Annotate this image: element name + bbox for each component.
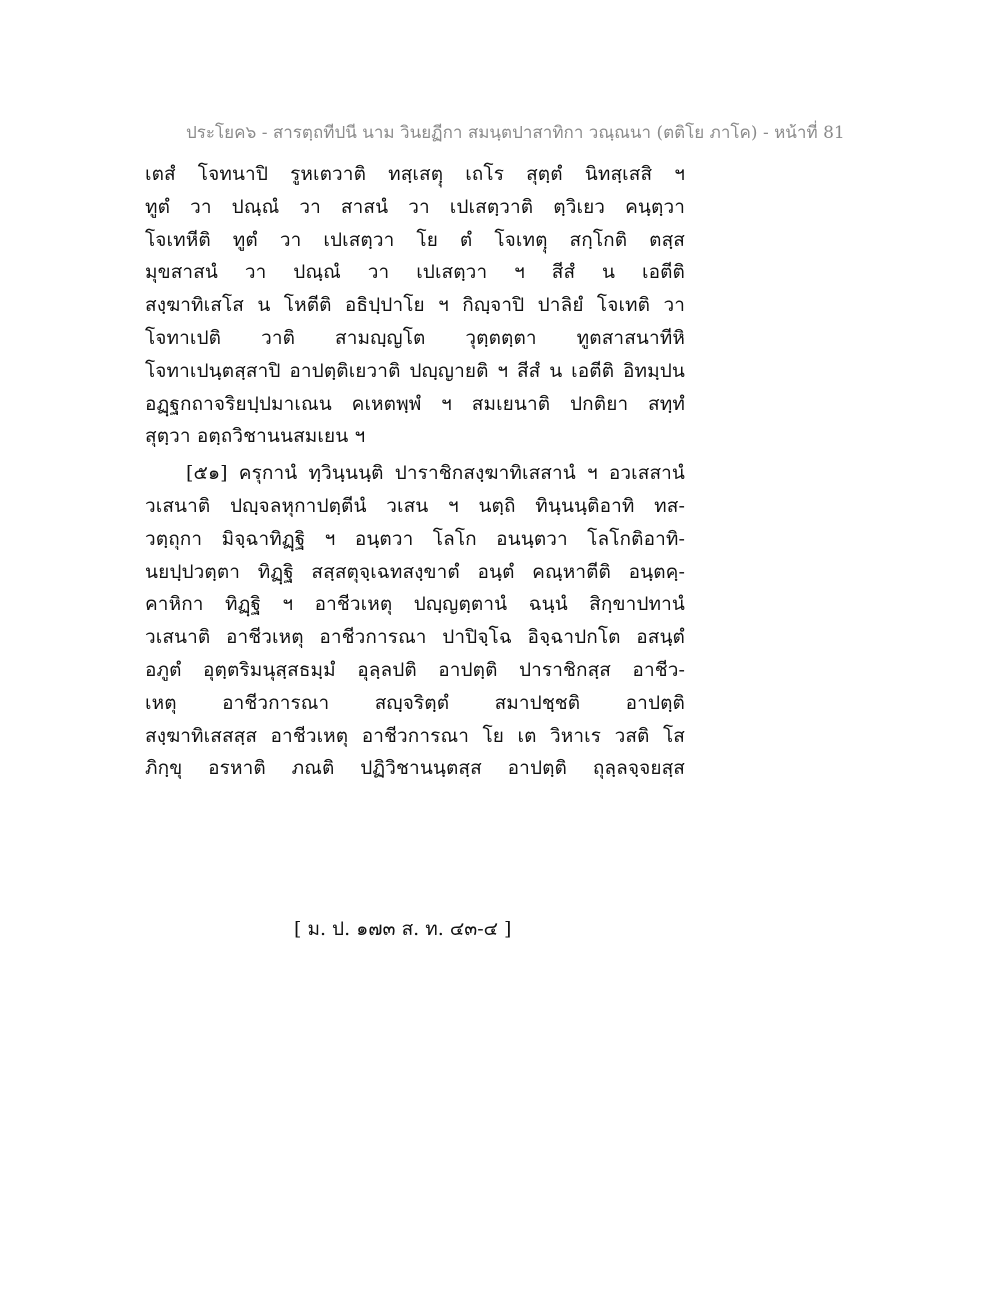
text-line: สงฺฆาทิเสโส น โหตีติ อธิปฺปาโย ฯ กิญฺจาปิ ปาลิยํ โจเทติ วา	[145, 294, 685, 317]
text-line: สงฺฆาทิเสสสฺส อาชีวเหตุ อาชีวการณา โย เต วิหาเร วสติ โส	[145, 724, 685, 747]
text-line: คาหิกา ทิฏฺฐิ ฯ อาชีวเหตุ ปญฺญตฺตานํ ฉนฺนํ สิกฺขาปทานํ	[145, 593, 685, 616]
text-line: โจทาเปนฺตสฺสาปิ อาปตฺติเยวาติ ปญฺญายติ ฯ สีสํ น เอตีติ อิทมฺปน	[145, 359, 685, 382]
text-line: โจเทหีติ ทูตํ วา เปเสตฺวา โย ตํ โจเทตฺุ สกฺโกติ ตสฺส	[145, 228, 685, 251]
body-text	[145, 158, 685, 785]
text-line: นยปฺปวตฺตา ทิฏฺฐิ สสฺสตุจฺเฉทสงฺขาตํ อนฺตํ คณฺหาตีติ อนฺตคฺ-	[145, 560, 685, 583]
text-line: วเสนาติ อาชีวเหตุ อาชีวการณา ปาปิจฺโฉ อิจฺฉาปกโต อสนฺตํ	[145, 626, 685, 649]
page-reference: [ ม. ป. ๑๗๓ ส. ท. ๔๓-๔ ]	[294, 918, 512, 940]
text-line: สุตฺวา อตฺถวิชานนสมเยน ฯ	[145, 425, 366, 448]
text-line: โจทาเปติ วาติ สามญฺญโต วุตฺตตฺตา ทูตสาสนาทีหิ	[145, 326, 685, 349]
paragraph-2	[145, 457, 685, 785]
text-line: ทูตํ วา ปณฺณํ วา สาสนํ วา เปเสตฺวาติ ตฺวิเยว คนฺตฺวา	[145, 195, 685, 218]
text-line: อภูตํ อุตฺตริมนุสฺสธมฺมํ อุลฺลปติ อาปตฺติ ปาราชิกสฺส อาชีว-	[145, 658, 685, 681]
text-line: ภิกฺขุ อรหาติ ภณติ ปฏิวิชานนฺตสฺส อาปตฺติ ถุลฺลจฺจยสฺส	[145, 757, 685, 780]
text-line: [๕๑] ครุกานํ ทฺวินฺนนฺติ ปาราชิกสงฺฆาทิเสสานํ ฯ อวเสสานํ	[186, 462, 685, 485]
text-line: เตสํ โจทนาปิ รูหเตวาติ ทสฺเสตฺุ เถโร สุตฺตํ นิทสฺเสสิ ฯ	[145, 163, 685, 185]
text-line: วตฺถุกา มิจฺฉาทิฏฺฐิ ฯ อนฺตวา โลโก อนนฺตวา โลโกติอาทิ-	[145, 527, 685, 550]
text-line: มุขสาสนํ วา ปณฺณํ วา เปเสตฺวา ฯ สีสํ น เอตีติ	[145, 261, 685, 284]
text-line: เหตุ อาชีวการณา สญฺจริตฺตํ สมาปชฺชติ อาปตฺติ	[145, 691, 685, 714]
paragraph-1	[145, 158, 685, 453]
text-line: วเสนาติ ปญฺจลหุกาปตฺตีนํ วเสน ฯ นตฺถิ ทินฺนนฺติอาทิ ทส-	[145, 494, 685, 517]
running-header: ประโยค๖ - สารตฺถทีปนี นาม วินยฏีกา สมนฺตปาสาทิกา วณฺณนา (ตติโย ภาโค) - หน้าที่ 81	[186, 123, 845, 143]
text-line: อฏฺฐกถาจริยปฺปมาเณน คเหตพฺพํ ฯ สมเยนาติ ปกติยา สทฺทํ	[145, 392, 685, 415]
